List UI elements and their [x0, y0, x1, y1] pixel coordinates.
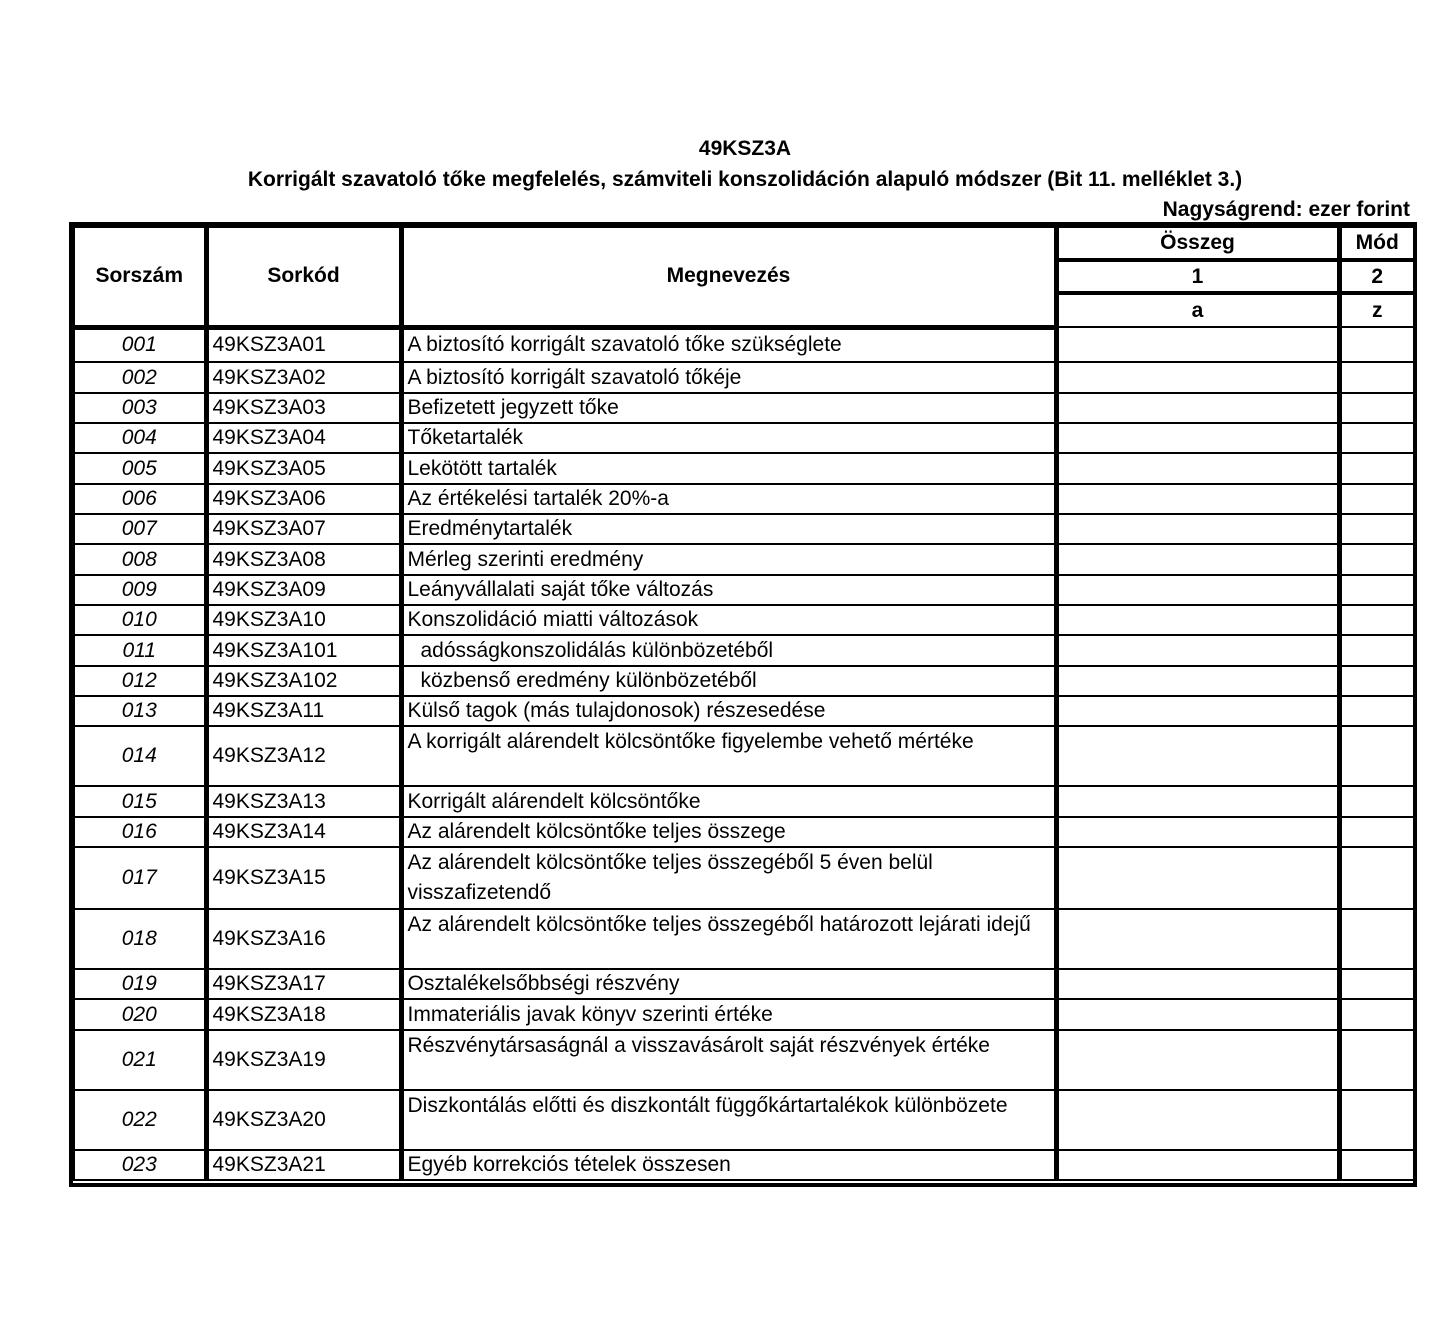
- row-number: 008: [74, 544, 206, 575]
- row-number: 023: [74, 1150, 206, 1180]
- row-number: 017: [74, 847, 206, 909]
- document-code: 49KSZ3A: [698, 137, 792, 160]
- amount-input-cell[interactable]: [1056, 605, 1339, 635]
- amount-input-cell[interactable]: [1056, 484, 1339, 514]
- row-label: Immateriális javak könyv szerinti értéke: [401, 999, 1056, 1030]
- row-label: Eredménytartalék: [401, 514, 1056, 544]
- amount-input-cell[interactable]: [1056, 817, 1339, 847]
- row-code: 49KSZ3A03: [206, 393, 401, 423]
- row-number: 006: [74, 484, 206, 514]
- row-code: 49KSZ3A19: [206, 1030, 401, 1090]
- row-label: Az alárendelt kölcsöntőke teljes összegéből határozott lejárati idejű: [401, 909, 1056, 969]
- row-code: 49KSZ3A16: [206, 909, 401, 969]
- amount-input-cell[interactable]: [1056, 696, 1339, 726]
- table-row: [74, 696, 1414, 726]
- mode-input-cell[interactable]: [1339, 1090, 1414, 1150]
- table-row: [74, 605, 1414, 635]
- unit-note: Nagyságrend: ezer forint: [1162, 198, 1410, 221]
- row-label: A biztosító korrigált szavatoló tőke szükséglete: [401, 327, 1056, 362]
- row-label: Tőketartalék: [401, 423, 1056, 453]
- row-code: 49KSZ3A04: [206, 423, 401, 453]
- amount-input-cell[interactable]: [1056, 423, 1339, 453]
- table-row: [74, 1090, 1414, 1150]
- mode-input-cell[interactable]: [1339, 423, 1414, 453]
- table-row: [74, 393, 1414, 423]
- header-sorkod: Sorkód: [206, 227, 401, 327]
- row-number: 018: [74, 909, 206, 969]
- row-code: 49KSZ3A10: [206, 605, 401, 635]
- header-mod-number: 2: [1339, 260, 1414, 293]
- amount-input-cell[interactable]: [1056, 575, 1339, 605]
- row-code: 49KSZ3A18: [206, 999, 401, 1030]
- table-row: [74, 453, 1414, 484]
- mode-input-cell[interactable]: [1339, 605, 1414, 635]
- table-row: [74, 817, 1414, 847]
- row-label: Konszolidáció miatti változások: [401, 605, 1056, 635]
- table-row: [74, 969, 1414, 999]
- table-row: [74, 1150, 1414, 1180]
- row-label: Osztalékelsőbbségi részvény: [401, 969, 1056, 999]
- table-row: [74, 999, 1414, 1030]
- row-number: 015: [74, 786, 206, 817]
- row-code: 49KSZ3A101: [206, 635, 401, 666]
- table-row: [74, 575, 1414, 605]
- row-label: Korrigált alárendelt kölcsöntőke: [401, 786, 1056, 817]
- mode-input-cell[interactable]: [1339, 666, 1414, 696]
- amount-input-cell[interactable]: [1056, 999, 1339, 1030]
- mode-input-cell[interactable]: [1339, 327, 1414, 362]
- row-number: 002: [74, 362, 206, 393]
- row-code: 49KSZ3A14: [206, 817, 401, 847]
- mode-input-cell[interactable]: [1339, 726, 1414, 786]
- row-label: adósságkonszolidálás különbözetéből: [401, 635, 1056, 666]
- row-number: 004: [74, 423, 206, 453]
- mode-input-cell[interactable]: [1339, 999, 1414, 1030]
- mode-input-cell[interactable]: [1339, 514, 1414, 544]
- row-label: A korrigált alárendelt kölcsöntőke figyelembe vehető mértéke: [401, 726, 1056, 786]
- mode-input-cell[interactable]: [1339, 696, 1414, 726]
- row-code: 49KSZ3A09: [206, 575, 401, 605]
- amount-input-cell[interactable]: [1056, 786, 1339, 817]
- row-number: 019: [74, 969, 206, 999]
- amount-input-cell[interactable]: [1056, 1030, 1339, 1090]
- amount-input-cell[interactable]: [1056, 514, 1339, 544]
- amount-input-cell[interactable]: [1056, 1090, 1339, 1150]
- row-number: 009: [74, 575, 206, 605]
- row-code: 49KSZ3A17: [206, 969, 401, 999]
- mode-input-cell[interactable]: [1339, 635, 1414, 666]
- row-code: 49KSZ3A21: [206, 1150, 401, 1180]
- header-osszeg: Összeg: [1056, 227, 1339, 260]
- row-number: 005: [74, 453, 206, 484]
- row-label: Leányvállalati saját tőke változás: [401, 575, 1056, 605]
- table-row: [74, 327, 1414, 362]
- mode-input-cell[interactable]: [1339, 969, 1414, 999]
- row-code: 49KSZ3A13: [206, 786, 401, 817]
- row-code: 49KSZ3A06: [206, 484, 401, 514]
- table-row: [74, 423, 1414, 453]
- row-code: 49KSZ3A20: [206, 1090, 401, 1150]
- row-code: 49KSZ3A08: [206, 544, 401, 575]
- row-code: 49KSZ3A15: [206, 847, 401, 909]
- row-number: 010: [74, 605, 206, 635]
- header-osszeg-type: a: [1056, 293, 1339, 327]
- row-code: 49KSZ3A02: [206, 362, 401, 393]
- mode-input-cell[interactable]: [1339, 1150, 1414, 1180]
- row-label: Befizetett jegyzett tőke: [401, 393, 1056, 423]
- row-code: 49KSZ3A102: [206, 666, 401, 696]
- row-number: 012: [74, 666, 206, 696]
- table-row: [74, 544, 1414, 575]
- amount-input-cell[interactable]: [1056, 969, 1339, 999]
- document-title: Korrigált szavatoló tőke megfelelés, számviteli konszolidáción alapuló módszer (Bit 11. melléklet 3.): [247, 168, 1243, 191]
- amount-input-cell[interactable]: [1056, 909, 1339, 969]
- mode-input-cell[interactable]: [1339, 1030, 1414, 1090]
- table-row: [74, 909, 1414, 969]
- row-label: Külső tagok (más tulajdonosok) részesedése: [401, 696, 1056, 726]
- mode-input-cell[interactable]: [1339, 362, 1414, 393]
- amount-input-cell[interactable]: [1056, 635, 1339, 666]
- table-row: [74, 666, 1414, 696]
- row-code: 49KSZ3A05: [206, 453, 401, 484]
- row-number: 016: [74, 817, 206, 847]
- table-row: [74, 635, 1414, 666]
- row-number: 022: [74, 1090, 206, 1150]
- row-code: 49KSZ3A12: [206, 726, 401, 786]
- mode-input-cell[interactable]: [1339, 847, 1414, 909]
- amount-input-cell[interactable]: [1056, 666, 1339, 696]
- table-row: [74, 484, 1414, 514]
- row-label: Mérleg szerinti eredmény: [401, 544, 1056, 575]
- amount-input-cell[interactable]: [1056, 362, 1339, 393]
- header-megnevezes: Megnevezés: [401, 227, 1056, 327]
- row-number: 020: [74, 999, 206, 1030]
- mode-input-cell[interactable]: [1339, 575, 1414, 605]
- amount-input-cell[interactable]: [1056, 393, 1339, 423]
- table-row: [74, 786, 1414, 817]
- row-number: 007: [74, 514, 206, 544]
- amount-input-cell[interactable]: [1056, 847, 1339, 909]
- row-label: Egyéb korrekciós tételek összesen: [401, 1150, 1056, 1180]
- row-number: 014: [74, 726, 206, 786]
- row-label: Diszkontálás előtti és diszkontált függőkártartalékok különbözete: [401, 1090, 1056, 1150]
- table-row: [74, 514, 1414, 544]
- table-row: [74, 362, 1414, 393]
- mode-input-cell[interactable]: [1339, 484, 1414, 514]
- row-label: Az alárendelt kölcsöntőke teljes összegéből 5 éven belül visszafizetendő: [401, 847, 1056, 909]
- amount-input-cell[interactable]: [1056, 327, 1339, 362]
- row-number: 021: [74, 1030, 206, 1090]
- table-row: [74, 726, 1414, 786]
- table-row: [74, 1030, 1414, 1090]
- row-label: Az értékelési tartalék 20%-a: [401, 484, 1056, 514]
- row-number: 013: [74, 696, 206, 726]
- mode-input-cell[interactable]: [1339, 453, 1414, 484]
- mode-input-cell[interactable]: [1339, 786, 1414, 817]
- mode-input-cell[interactable]: [1339, 909, 1414, 969]
- header-mod-type: z: [1339, 293, 1414, 327]
- row-code: 49KSZ3A07: [206, 514, 401, 544]
- form-table: [73, 226, 1415, 1181]
- header-osszeg-number: 1: [1056, 260, 1339, 293]
- table-row: [74, 847, 1414, 909]
- row-number: 003: [74, 393, 206, 423]
- form-table-frame: [69, 222, 1417, 1187]
- row-label: Az alárendelt kölcsöntőke teljes összege: [401, 817, 1056, 847]
- amount-input-cell[interactable]: [1056, 1150, 1339, 1180]
- mode-input-cell[interactable]: [1339, 544, 1414, 575]
- mode-input-cell[interactable]: [1339, 817, 1414, 847]
- row-label: Részvénytársaságnál a visszavásárolt saját részvények értéke: [401, 1030, 1056, 1090]
- mode-input-cell[interactable]: [1339, 393, 1414, 423]
- row-code: 49KSZ3A01: [206, 327, 401, 362]
- header-mod: Mód: [1339, 227, 1414, 260]
- amount-input-cell[interactable]: [1056, 544, 1339, 575]
- row-number: 011: [74, 635, 206, 666]
- header-sorszam: Sorszám: [74, 227, 206, 327]
- row-label: Lekötött tartalék: [401, 453, 1056, 484]
- row-number: 001: [74, 327, 206, 362]
- amount-input-cell[interactable]: [1056, 453, 1339, 484]
- row-label: közbenső eredmény különbözetéből: [401, 666, 1056, 696]
- row-code: 49KSZ3A11: [206, 696, 401, 726]
- row-label: A biztosító korrigált szavatoló tőkéje: [401, 362, 1056, 393]
- amount-input-cell[interactable]: [1056, 726, 1339, 786]
